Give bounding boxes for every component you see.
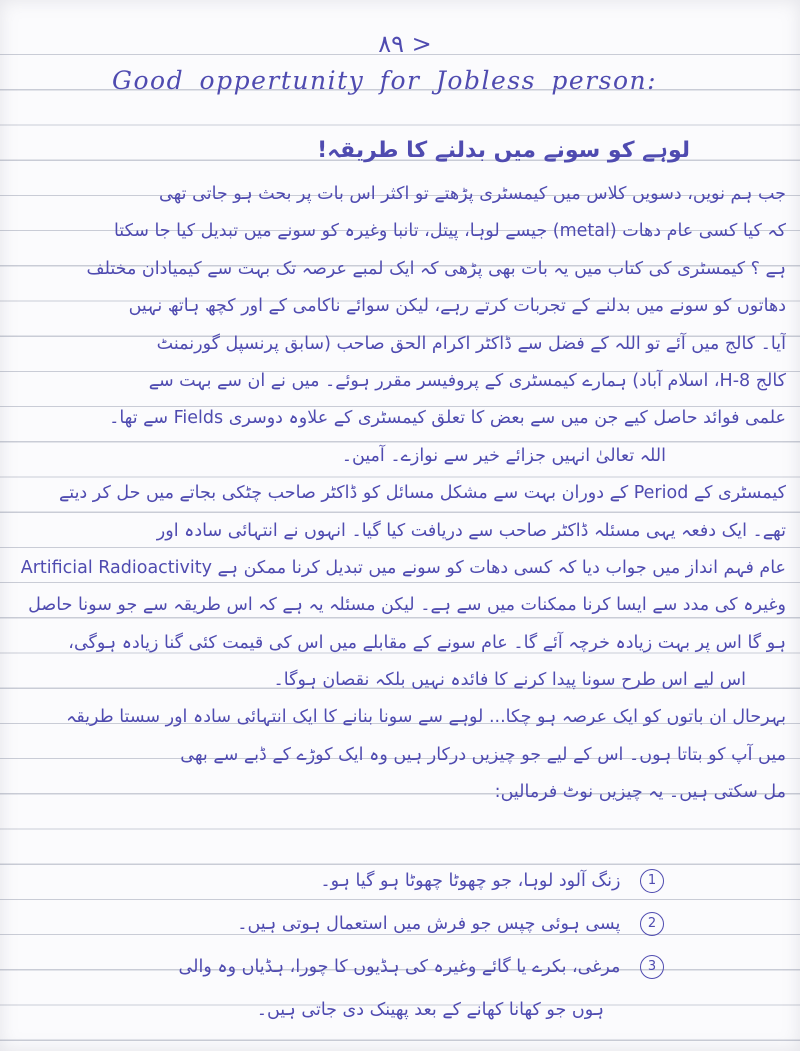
text-line: کیمسٹری کے Period کے دوران بہت سے مشکل مسائل کو ڈاکٹر صاحب چٹکی بجاتے میں حل کر دیتے [59,483,786,504]
text-line: آیا۔ کالج میں آئے تو اللہ کے فضل سے ڈاکٹر اکرام الحق صاحب (سابق پرنسپل گورنمنٹ [156,333,786,354]
text-line: جب ہم نویں، دسویں کلاس میں کیمسٹری پڑھتے تو اکثر اس بات پر بحث ہو جاتی تھی [159,184,786,204]
text-line: مل سکتی ہیں۔ یہ چیزیں نوٹ فرمالیں: [494,782,786,803]
text-line: اللہ تعالیٰ انہیں جزائے خیر سے نوازے۔ آمین۔ [341,445,666,466]
list-item [14,903,664,946]
text-line: کہ کیا کسی عام دھات (metal) جیسے لوہا، پیتل، تانبا وغیرہ کو سونے میں تبدیل کیا جا سکتا [113,221,786,242]
text-line: میں آپ کو بتاتا ہوں۔ اس کے لیے جو چیزیں درکار ہیں وہ ایک کوڑے کے ڈبے سے بھی [180,744,786,765]
body-text [14,176,786,812]
list-item-continuation: ہوں جو کھانا کھانے کے بعد پھینک دی جاتی ہیں۔ [256,1000,604,1020]
list-item-text: زنگ آلود لوہا، جو چھوٹا چھوٹا ہو گیا ہو۔ [320,871,621,891]
text-line: عام فہم انداز میں جواب دیا کہ کسی دھات کو سونے میں تبدیل کرنا ممکن ہے Artificial Radioactivity [20,557,786,578]
page-number: ۸۹ > [378,30,432,58]
text-line: ہے ؟ کیمسٹری کی کتاب میں یہ بات بھی پڑھی کہ ایک لمبے عرصہ تک بہت سے کیمیادان مختلف [86,258,786,279]
urdu-heading: لوہے کو سونے میں بدلنے کا طریقہ! [317,138,690,163]
text-line: دھاتوں کو سونے میں بدلنے کے تجربات کرتے رہے، لیکن سوائے ناکامی کے اور کچھ ہاتھ نہیں [128,296,786,317]
english-title: Good oppertunity for Jobless person: [112,66,658,95]
text-line: علمی فوائد حاصل کیے جن میں سے بعض کا تعلق کیمسٹری کے علاوہ دوسری Fields سے تھا۔ [109,408,786,429]
list-item-text: پسی ہوئی چپس جو فرش میں استعمال ہوتی ہیں۔ [237,914,621,934]
list-number: 1 [640,869,664,893]
text-line: کالج H-8، اسلام آباد) ہمارے کیمسٹری کے پروفیسر مقرر ہوئے۔ میں نے ان سے بہت سے [148,370,786,391]
text-line: اس لیے اس طرح سونا پیدا کرنے کا فائدہ نہیں بلکہ نقصان ہوگا۔ [273,670,746,691]
list-item [14,860,664,903]
text-line: بہرحال ان باتوں کو ایک عرصہ ہو چکا... لوہے سے سونا بنانے کا ایک انتہائی سادہ اور سستا طریقہ [66,707,786,728]
text-line: ہو گا اس پر بہت زیادہ خرچہ آئے گا۔ عام سونے کے مقابلے میں اس کی قیمت کئی گنا زیادہ ہوگی، [68,632,786,653]
materials-list [14,860,664,1032]
text-line: تھے۔ ایک دفعہ یہی مسئلہ ڈاکٹر صاحب سے دریافت کیا گیا۔ انہوں نے انتہائی سادہ اور [156,520,786,541]
list-item [14,946,664,989]
list-number: 2 [640,912,664,936]
list-number: 3 [640,955,664,979]
list-item-text: مرغی، بکرے یا گائے وغیرہ کی ہڈیوں کا چورا، ہڈیاں وہ والی [178,957,621,977]
text-line: وغیرہ کی مدد سے ایسا کرنا ممکنات میں سے ہے۔ لیکن مسئلہ یہ ہے کہ اس طریقہ سے جو سونا حاصل [28,595,786,616]
